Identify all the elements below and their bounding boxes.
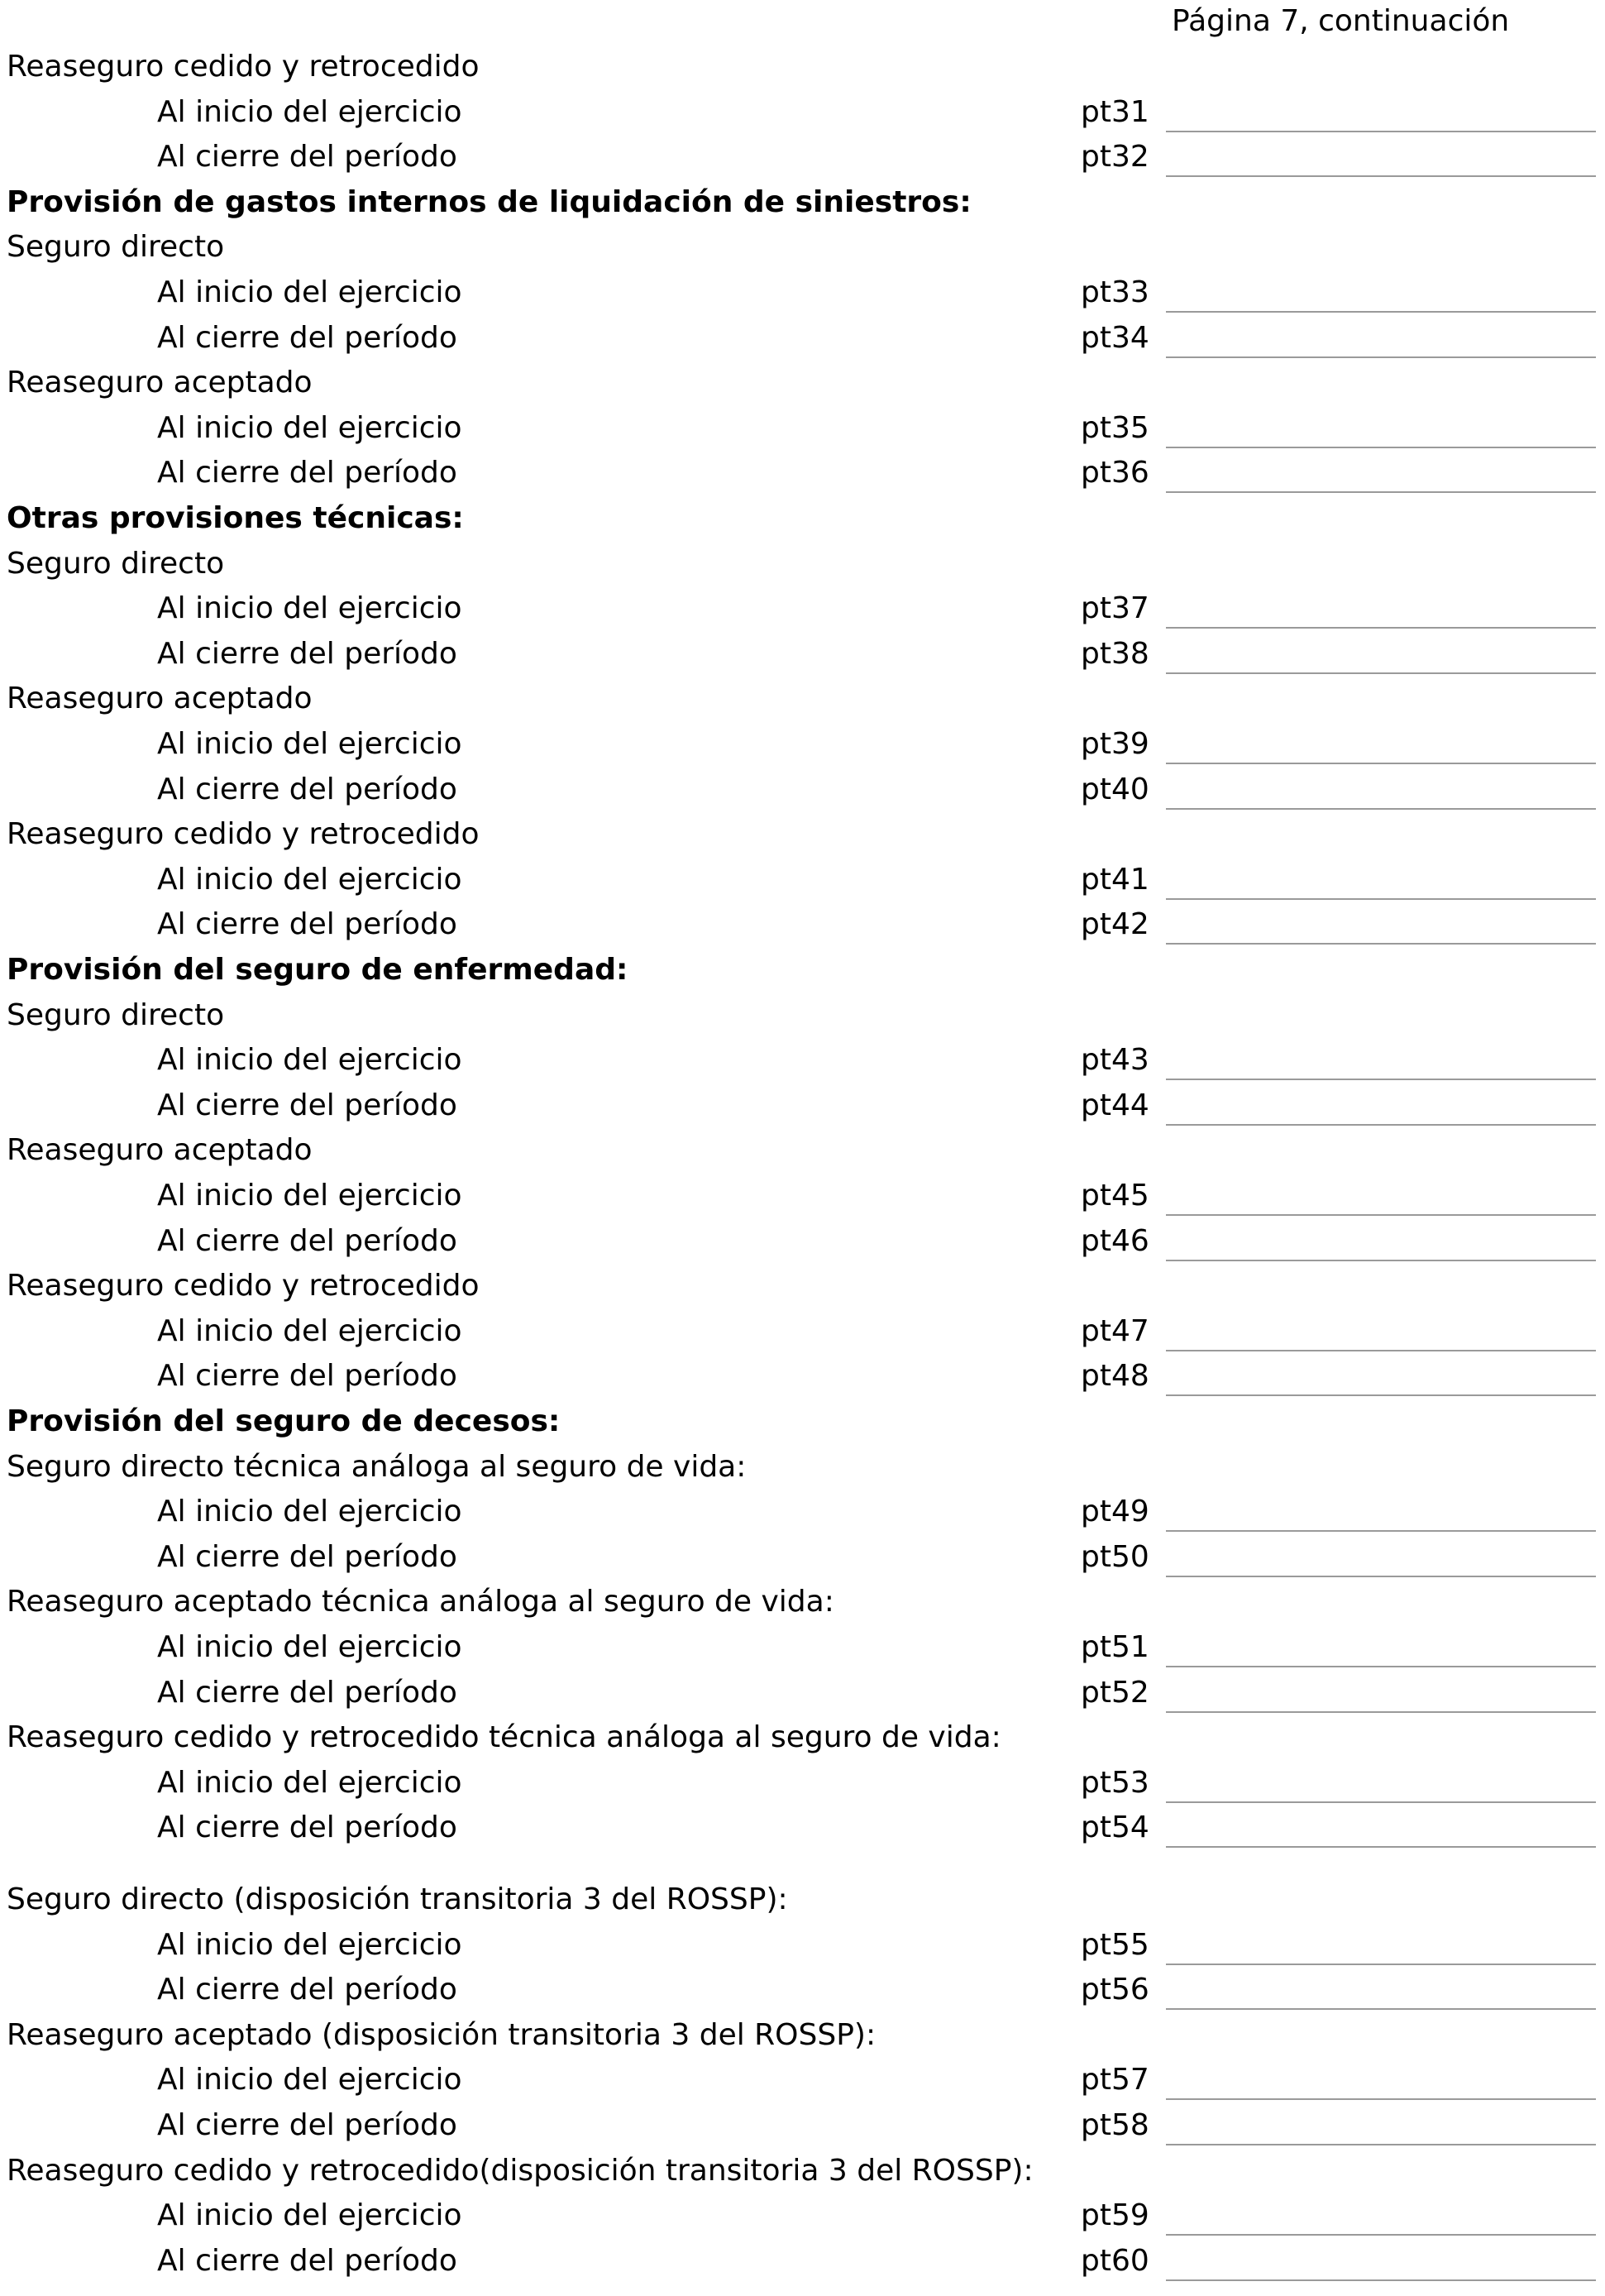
value-field-pt46[interactable] — [1166, 1260, 1596, 1261]
section-heading — [0, 497, 1605, 540]
subsection-text: Reaseguro cedido y retrocedido técnica análoga al seguro de vida: — [7, 1720, 1001, 1754]
subsection-label — [0, 361, 1605, 404]
field-code: pt54 — [1081, 1810, 1149, 1844]
value-field-pt50[interactable] — [1166, 1576, 1596, 1577]
field-code: pt47 — [1081, 1314, 1149, 1348]
subsection-text: Reaseguro aceptado (disposición transitoria 3 del ROSSP): — [7, 2018, 877, 2052]
field-code: pt58 — [1081, 2108, 1149, 2142]
subsection-label — [0, 1716, 1605, 1759]
field-code: pt41 — [1081, 863, 1149, 897]
subsection-text: Reaseguro cedido y retrocedido(disposición transitoria 3 del ROSSP): — [7, 2154, 1034, 2188]
row-label: Al inicio del ejercicio — [157, 1179, 462, 1213]
value-field-pt37[interactable] — [1166, 627, 1596, 629]
value-field-pt48[interactable] — [1166, 1394, 1596, 1396]
form-row-pt35 — [0, 407, 1605, 450]
subsection-text: Reaseguro aceptado — [7, 1133, 313, 1167]
row-label: Al inicio del ejercicio — [157, 1766, 462, 1800]
subsection-text: Seguro directo — [7, 547, 225, 581]
field-code: pt32 — [1081, 140, 1149, 174]
row-label: Al cierre del período — [157, 1088, 457, 1122]
form-row-pt40 — [0, 768, 1605, 811]
field-code: pt51 — [1081, 1630, 1149, 1664]
form-row-pt59 — [0, 2194, 1605, 2237]
value-field-pt32[interactable] — [1166, 175, 1596, 177]
form-row-pt55 — [0, 1924, 1605, 1967]
form-row-pt31 — [0, 91, 1605, 134]
subsection-label — [0, 1878, 1605, 1921]
subsection-label — [0, 1446, 1605, 1489]
form-row-pt37 — [0, 587, 1605, 630]
form-row-pt39 — [0, 723, 1605, 766]
row-label: Al cierre del período — [157, 907, 457, 941]
subsection-label — [0, 1265, 1605, 1308]
value-field-pt60[interactable] — [1166, 2279, 1596, 2281]
field-code: pt57 — [1081, 2063, 1149, 2097]
form-row-pt44 — [0, 1084, 1605, 1127]
subsection-text: Reaseguro cedido y retrocedido — [7, 50, 480, 84]
field-code: pt50 — [1081, 1540, 1149, 1574]
subsection-label — [0, 677, 1605, 720]
field-code: pt46 — [1081, 1224, 1149, 1258]
row-label: Al inicio del ejercicio — [157, 1928, 462, 1962]
field-code: pt53 — [1081, 1766, 1149, 1800]
form-row-pt56 — [0, 1968, 1605, 2011]
form-row-pt57 — [0, 2059, 1605, 2102]
field-code: pt40 — [1081, 773, 1149, 806]
subsection-text: Reaseguro aceptado técnica análoga al seguro de vida: — [7, 1585, 834, 1619]
heading-text: Otras provisiones técnicas: — [7, 501, 464, 535]
form-row-pt60 — [0, 2240, 1605, 2283]
value-field-pt56[interactable] — [1166, 2008, 1596, 2010]
value-field-pt58[interactable] — [1166, 2144, 1596, 2145]
value-field-pt54[interactable] — [1166, 1846, 1596, 1848]
field-code: pt55 — [1081, 1928, 1149, 1962]
form-row-pt51 — [0, 1626, 1605, 1669]
page-header: Página 7, continuación — [1172, 4, 1510, 38]
row-label: Al cierre del período — [157, 1540, 457, 1574]
form-row-pt50 — [0, 1536, 1605, 1579]
value-field-pt45[interactable] — [1166, 1214, 1596, 1216]
row-label: Al cierre del período — [157, 1810, 457, 1844]
form-row-pt47 — [0, 1310, 1605, 1353]
subsection-text: Seguro directo (disposición transitoria 3 del ROSSP): — [7, 1882, 788, 1916]
row-label: Al inicio del ejercicio — [157, 275, 462, 309]
form-row-pt58 — [0, 2104, 1605, 2147]
subsection-label — [0, 994, 1605, 1037]
value-field-pt41[interactable] — [1166, 898, 1596, 900]
subsection-label — [0, 45, 1605, 88]
value-field-pt42[interactable] — [1166, 943, 1596, 945]
field-code: pt59 — [1081, 2198, 1149, 2232]
subsection-label — [0, 1129, 1605, 1172]
section-heading — [0, 949, 1605, 992]
field-code: pt56 — [1081, 1973, 1149, 2007]
row-label: Al cierre del período — [157, 1359, 457, 1393]
field-code: pt36 — [1081, 456, 1149, 490]
value-field-pt51[interactable] — [1166, 1666, 1596, 1667]
value-field-pt35[interactable] — [1166, 447, 1596, 448]
form-row-pt42 — [0, 903, 1605, 946]
row-label: Al inicio del ejercicio — [157, 1314, 462, 1348]
value-field-pt49[interactable] — [1166, 1530, 1596, 1532]
value-field-pt44[interactable] — [1166, 1124, 1596, 1126]
value-field-pt40[interactable] — [1166, 808, 1596, 810]
form-row-pt54 — [0, 1806, 1605, 1849]
row-label: Al cierre del período — [157, 2244, 457, 2278]
field-code: pt42 — [1081, 907, 1149, 941]
row-label: Al cierre del período — [157, 1224, 457, 1258]
row-label: Al inicio del ejercicio — [157, 411, 462, 445]
field-code: pt31 — [1081, 95, 1149, 129]
row-label: Al inicio del ejercicio — [157, 591, 462, 625]
field-code: pt60 — [1081, 2244, 1149, 2278]
row-label: Al cierre del período — [157, 2108, 457, 2142]
subsection-text: Reaseguro aceptado — [7, 682, 313, 715]
form-row-pt36 — [0, 452, 1605, 495]
heading-text: Provisión del seguro de enfermedad: — [7, 953, 628, 987]
field-code: pt45 — [1081, 1179, 1149, 1213]
row-label: Al inicio del ejercicio — [157, 1043, 462, 1077]
form-row-pt48 — [0, 1355, 1605, 1398]
subsection-label — [0, 543, 1605, 586]
value-field-pt39[interactable] — [1166, 763, 1596, 764]
value-field-pt33[interactable] — [1166, 311, 1596, 313]
value-field-pt57[interactable] — [1166, 2098, 1596, 2100]
field-code: pt52 — [1081, 1676, 1149, 1710]
row-label: Al cierre del período — [157, 1973, 457, 2007]
heading-text: Provisión de gastos internos de liquidación de siniestros: — [7, 185, 972, 219]
subsection-text: Reaseguro cedido y retrocedido — [7, 1269, 480, 1303]
row-label: Al cierre del período — [157, 456, 457, 490]
section-heading — [0, 181, 1605, 224]
subsection-text: Seguro directo — [7, 998, 225, 1032]
field-code: pt38 — [1081, 637, 1149, 671]
field-code: pt48 — [1081, 1359, 1149, 1393]
form-row-pt46 — [0, 1220, 1605, 1263]
row-label: Al inicio del ejercicio — [157, 863, 462, 897]
value-field-pt55[interactable] — [1166, 1964, 1596, 1965]
field-code: pt39 — [1081, 727, 1149, 761]
row-label: Al cierre del período — [157, 1676, 457, 1710]
subsection-text: Seguro directo — [7, 230, 225, 264]
row-label: Al inicio del ejercicio — [157, 1630, 462, 1664]
row-label: Al inicio del ejercicio — [157, 2198, 462, 2232]
form-row-pt52 — [0, 1672, 1605, 1715]
row-label: Al inicio del ejercicio — [157, 727, 462, 761]
subsection-label — [0, 2014, 1605, 2057]
value-field-pt53[interactable] — [1166, 1801, 1596, 1803]
value-field-pt52[interactable] — [1166, 1711, 1596, 1713]
form-row-pt34 — [0, 317, 1605, 360]
row-label: Al cierre del período — [157, 637, 457, 671]
subsection-text: Seguro directo técnica análoga al seguro de vida: — [7, 1450, 747, 1484]
subsection-label — [0, 813, 1605, 856]
section-heading — [0, 1400, 1605, 1443]
field-code: pt34 — [1081, 321, 1149, 355]
row-label: Al cierre del período — [157, 773, 457, 806]
field-code: pt43 — [1081, 1043, 1149, 1077]
field-code: pt35 — [1081, 411, 1149, 445]
form-row-pt43 — [0, 1039, 1605, 1082]
value-field-pt31[interactable] — [1166, 131, 1596, 132]
row-label: Al inicio del ejercicio — [157, 95, 462, 129]
field-code: pt44 — [1081, 1088, 1149, 1122]
value-field-pt36[interactable] — [1166, 491, 1596, 493]
form-row-pt33 — [0, 271, 1605, 314]
form-row-pt38 — [0, 633, 1605, 676]
row-label: Al inicio del ejercicio — [157, 1495, 462, 1528]
field-code: pt37 — [1081, 591, 1149, 625]
field-code: pt33 — [1081, 275, 1149, 309]
subsection-label — [0, 2150, 1605, 2193]
subsection-text: Reaseguro cedido y retrocedido — [7, 817, 480, 851]
value-field-pt59[interactable] — [1166, 2234, 1596, 2236]
value-field-pt43[interactable] — [1166, 1079, 1596, 1080]
row-label: Al cierre del período — [157, 321, 457, 355]
row-label: Al inicio del ejercicio — [157, 2063, 462, 2097]
subsection-label — [0, 1581, 1605, 1624]
field-code: pt49 — [1081, 1495, 1149, 1528]
subsection-text: Reaseguro aceptado — [7, 366, 313, 399]
form-row-pt32 — [0, 136, 1605, 179]
row-label: Al cierre del período — [157, 140, 457, 174]
subsection-label — [0, 226, 1605, 269]
value-field-pt34[interactable] — [1166, 356, 1596, 358]
value-field-pt38[interactable] — [1166, 672, 1596, 674]
form-row-pt49 — [0, 1490, 1605, 1533]
value-field-pt47[interactable] — [1166, 1350, 1596, 1351]
form-row-pt45 — [0, 1174, 1605, 1217]
form-row-pt53 — [0, 1762, 1605, 1805]
heading-text: Provisión del seguro de decesos: — [7, 1404, 561, 1438]
form-row-pt41 — [0, 859, 1605, 902]
